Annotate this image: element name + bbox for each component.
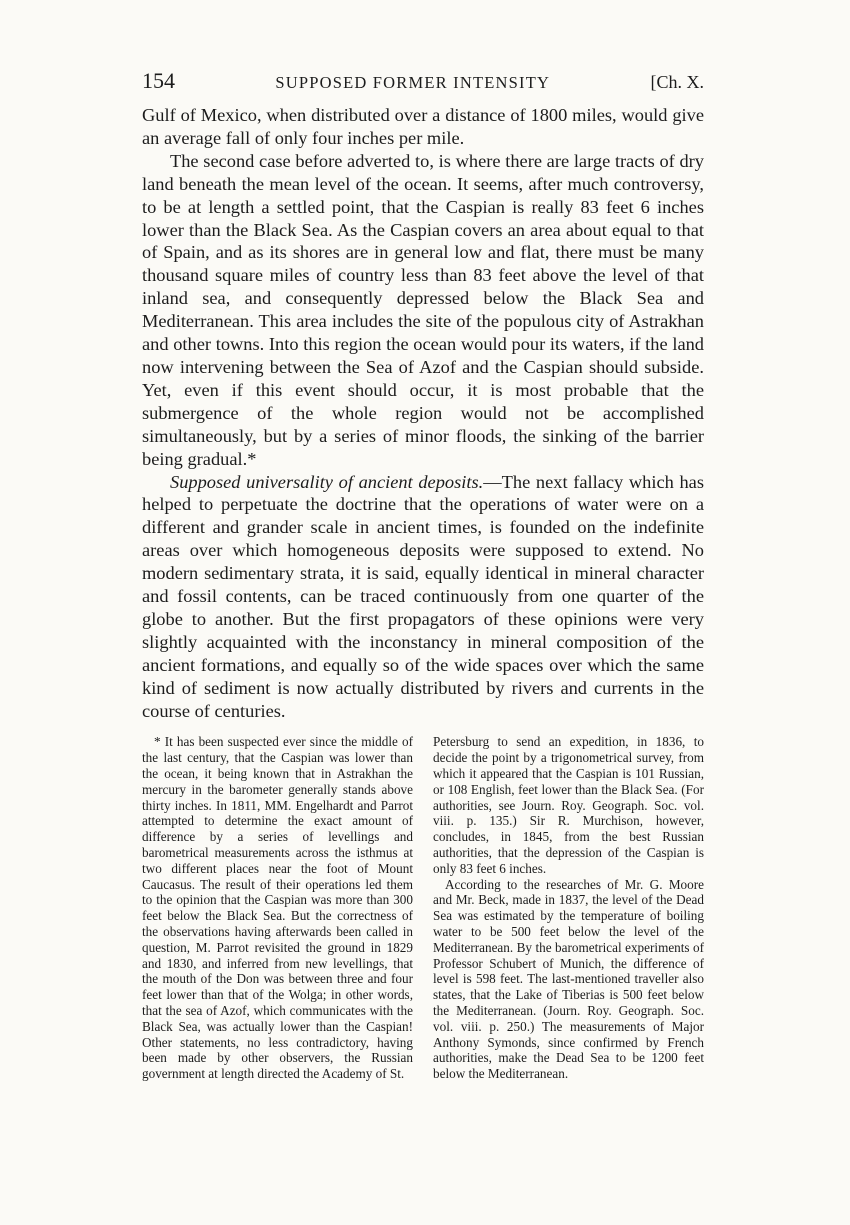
paragraph-1: Gulf of Mexico, when distributed over a distance of 1800 miles, would give an average fall of only four inches per mile. (142, 105, 704, 148)
paragraph-2: The second case before adverted to, is where there are large tracts of dry land beneath the mean level of the ocean. It seems, after much controversy, to be at length a settled point, that the Caspian is really 83 feet 6 inches lower than the Black Sea. As the Caspian covers an area about equal to that of Spain, and as its shores are in general low and flat, there must be many thousand square miles of country less than 83 feet above the level of that inland sea, and consequently depressed below the Black Sea and Mediterranean. This area includes the site of the populous city of Astrakhan and other towns. Into this region the ocean would pour its waters, if the land now intervening between the Sea of Azof and the Caspian should subside. Yet, even if this event should occur, it is most probable that the submergence of the whole region would not be accomplished simultaneously, but by a series of minor floods, the sinking of the barrier being gradual.* (142, 150, 704, 469)
footnotes (142, 734, 704, 1082)
main-text (142, 104, 704, 722)
footnote-column-left (142, 734, 413, 1082)
footnote-right-text-2: According to the researches of Mr. G. Moore and Mr. Beck, made in 1837, the level of the Dead Sea was estimated by the temperature of boiling water to be 500 feet below the level of the Mediterranean. By the barometrical experiments of Professor Schubert of Munich, the difference of level is 598 feet. The last-mentioned traveller also states, that the Lake of Tiberias is 500 feet below the Mediterranean. (Journ. Roy. Geograph. Soc. vol. viii. p. 250.) The measurements of Major Anthony Symonds, since confirmed by French authorities, make the Dead Sea to be 1200 feet below the Mediterranean. (433, 876, 704, 1082)
page-number: 154 (142, 68, 175, 93)
running-header (142, 68, 704, 98)
section-heading: Supposed universality of ancient deposits. (170, 471, 484, 492)
book-page (142, 68, 704, 1082)
running-title: SUPPOSED FORMER INTENSITY (275, 73, 551, 92)
paragraph-3-text: —The next fallacy which has helped to perpetuate the doctrine that the operations of water were on a different and grander scale in ancient times, is founded on the indefinite areas over which homogeneous deposits were supposed to extend. No modern sedimentary strata, it is said, equally identical in mineral character and fossil contents, can be traced continuously from one quarter of the globe to another. But the first propagators of these opinions were very slightly acquainted with the inconstancy in mineral composition of the ancient formations, and equally so of the wide spaces over which the same kind of sediment is now actually distributed by rivers and currents in the course of centuries. (142, 471, 704, 721)
paragraph-3 (142, 471, 704, 723)
footnote-right-text-1: Petersburg to send an expedition, in 1836, to decide the point by a trigonometrical survey, from which it appeared that the Caspian is 101 Russian, or 108 English, feet lower than the Black Sea. (For authorities, see Journ. Roy. Geograph. Soc. vol. viii. p. 135.) Sir R. Murchison, however, concludes, in 1845, from the best Russian authorities, that the depression of the Caspian is only 83 feet 6 inches. (433, 734, 704, 876)
chapter-label: [Ch. X. (650, 72, 704, 92)
footnote-column-right (433, 734, 704, 1082)
footnote-left-text: * It has been suspected ever since the middle of the last century, that the Caspian was lower than the ocean, it being known that in Astrakhan the mercury in the barometer generally stands above thirty inches. In 1811, MM. Engelhardt and Parrot attempted to determine the exact amount of difference by a series of levellings and barometrical measurements across the isthmus at two different places near the foot of Mount Caucasus. The result of their operations led them to the opinion that the Caspian was more than 300 feet below the Black Sea. But the correctness of the observations having afterwards been called in question, M. Parrot revisited the ground in 1829 and 1830, and inferred from new levellings, that the mouth of the Don was between three and four feet lower than that of the Wolga; in other words, that the sea of Azof, which communicates with the Black Sea, was actually lower than the Caspian! Other statements, no less contradictory, having been made by other observers, the Russian government at length directed the Academy of St. (142, 734, 413, 1082)
